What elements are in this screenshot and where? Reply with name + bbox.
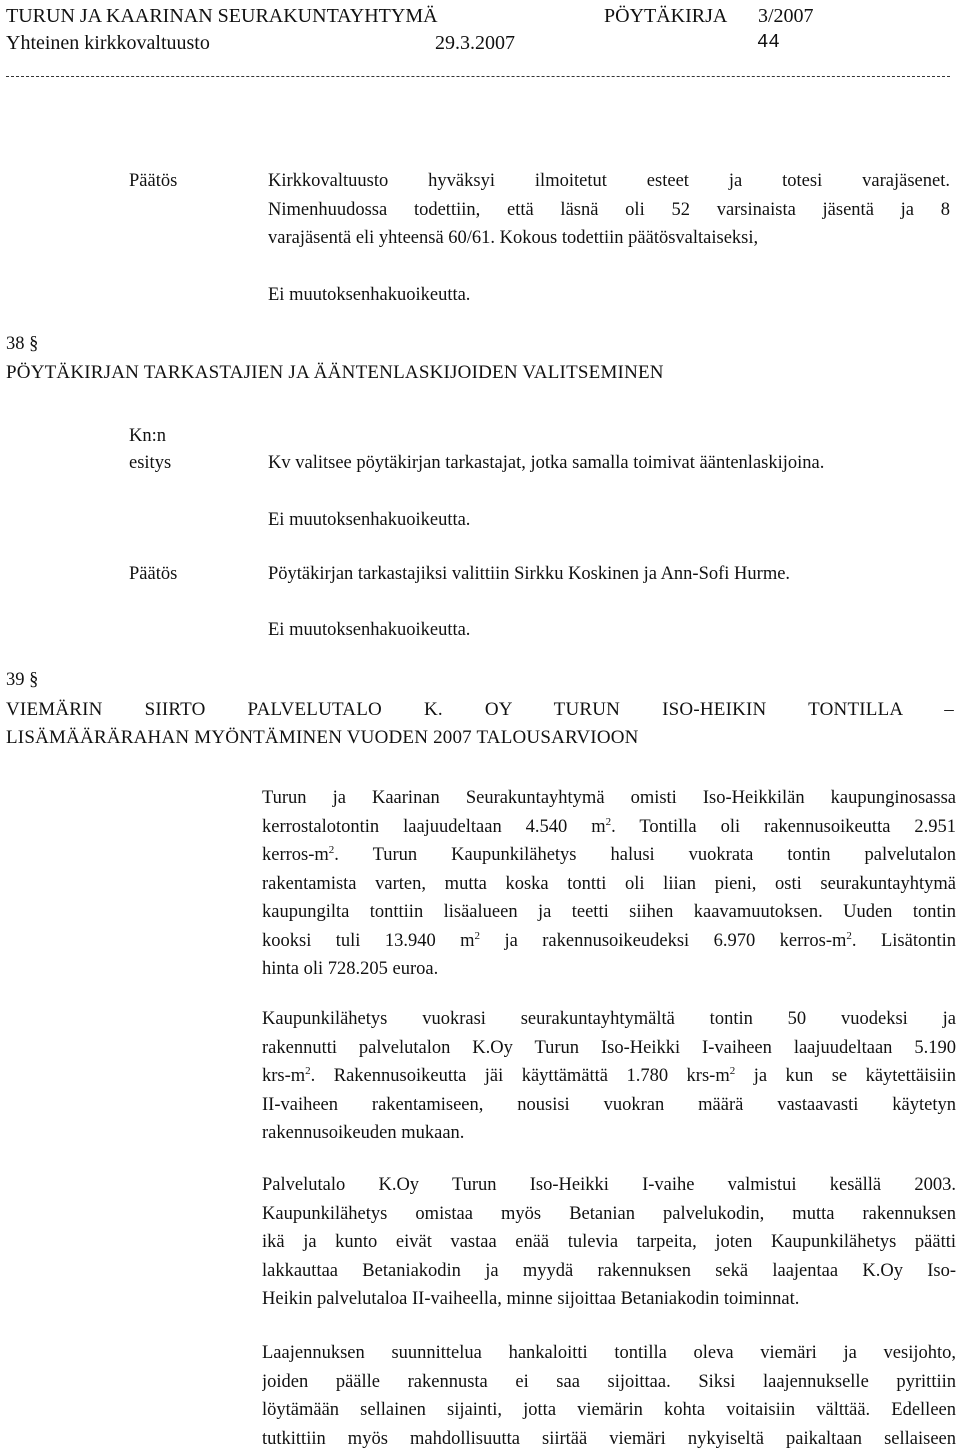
paragraph-line: kerros-$m^2$. Turun Kaupunkilähetys halusi vuokrata tontin palvelutalon (262, 844, 956, 865)
paragraph-line: rakennusoikeuden mukaan. (262, 1123, 465, 1143)
decision-line: varajäsentä eli yhteensä 60/61. Kokous todettiin päätösvaltaiseksi, (268, 228, 759, 248)
proposal-appeal: Ei muutoksenhakuoikeutta. (268, 510, 471, 530)
section-38-number: 38 § (6, 334, 39, 354)
paragraph-line: krs-$m^2$. Rakennusoikeutta jäi käyttämättä 1.780 krs-$m^2$ ja kun se käytettäisiin (262, 1065, 956, 1086)
paragraph-line: rakentamista varten, mutta koska tontti oli liian pieni, osti seurakuntayhtymä (262, 873, 956, 894)
proposal-text: Kv valitsee pöytäkirjan tarkastajat, jotka samalla toimivat ääntenlaskijoina. (268, 453, 825, 473)
paragraph-2 (262, 1005, 956, 1148)
header-body: Yhteinen kirkkovaltuusto (6, 32, 210, 54)
decision-label: Päätös (129, 171, 178, 191)
paragraph-line: kaupungilta tonttiin lisäalueen ja teetti siihen kaavamuutoksen. Uuden tontin (262, 902, 956, 922)
paragraph-4 (262, 1339, 956, 1453)
paragraph-line: Kaupunkilähetys omistaa myös Betanian palvelukodin, mutta rakennuksen (262, 1203, 956, 1224)
paragraph-line: lakkauttaa Betaniakodin ja myydä rakennuksen sekä laajentaa K.Oy Iso- (262, 1260, 956, 1281)
proposal-label-line1: Kn:n (129, 426, 166, 446)
header-date: 29.3.2007 (435, 32, 515, 54)
section-39-number: 39 § (6, 670, 39, 690)
paragraph-line: hinta oli 728.205 euroa. (262, 959, 439, 979)
paragraph-line: Heikin palvelutaloa II-vaiheella, minne sijoittaa Betaniakodin toiminnat. (262, 1289, 800, 1309)
paragraph-line: joiden päälle rakennusta ei saa sijoittaa. Siksi laajennukselle pyrittiin (262, 1371, 956, 1392)
header-doc-number: 3/2007 (758, 5, 814, 27)
paragraph-line: Kaupunkilähetys vuokrasi seurakuntayhtymältä tontin 50 vuodeksi ja (262, 1009, 956, 1029)
decision-appeal: Ei muutoksenhakuoikeutta. (268, 285, 471, 305)
paragraph-1 (262, 784, 956, 984)
paragraph-line: tutkittiin myös mahdollisuutta siirtää viemäri nykyiseltä paikaltaan sellaiseen (262, 1428, 956, 1449)
header-page-number: 44 (757, 31, 780, 53)
section-39-title-line1: VIEMÄRIN SIIRTO PALVELUTALO K. OY TURUN ISO-HEIKIN TONTILLA – (6, 699, 954, 720)
section-39-title-line2: LISÄMÄÄRÄRAHAN MYÖNTÄMINEN VUODEN 2007 TALOUSARVIOON (6, 727, 639, 748)
paragraph-line: II-vaiheen rakentamiseen, nousisi vuokran määrä vastaavasti käytetyn (262, 1094, 956, 1115)
paragraph-line: Palvelutalo K.Oy Turun Iso-Heikki I-vaihe valmistui kesällä 2003. (262, 1175, 956, 1195)
decision-line: Nimenhuudossa todettiin, että läsnä oli 52 varsinaista jäsentä ja 8 (268, 199, 950, 220)
paragraph-line: Laajennuksen suunnittelua hankaloitti tontilla oleva viemäri ja vesijohto, (262, 1343, 956, 1363)
decision-text (268, 167, 950, 253)
decision-line: Kirkkovaltuusto hyväksyi ilmoitetut esteet ja totesi varajäsenet. (268, 171, 950, 191)
paragraph-line: löytämään sellainen sijainti, jotta viemärin kohta voitaisiin välttää. Edelleen (262, 1400, 956, 1420)
paragraph-line: kerrostalotontin laajuudeltaan 4.540 $m^2$. Tontilla oli rakennusoikeutta 2.951 (262, 815, 956, 837)
paragraph-line: rakennutti palvelutalon K.Oy Turun Iso-Heikki I-vaiheen laajuudeltaan 5.190 (262, 1037, 956, 1058)
paragraph-3 (262, 1171, 956, 1314)
paragraph-line: ikä ja kunto eivät vastaa enää tulevia tarpeita, joten Kaupunkilähetys päätti (262, 1232, 956, 1252)
header-org: TURUN JA KAARINAN SEURAKUNTAYHTYMÄ (6, 5, 438, 27)
section-38-title: PÖYTÄKIRJAN TARKASTAJIEN JA ÄÄNTENLASKIJOIDEN VALITSEMINEN (6, 362, 664, 383)
section-38-decision-label: Päätös (129, 564, 178, 584)
proposal-label-line2: esitys (129, 453, 172, 473)
header-rule (6, 76, 950, 77)
section-38-decision-appeal: Ei muutoksenhakuoikeutta. (268, 620, 471, 640)
section-38-decision-text: Pöytäkirjan tarkastajiksi valittiin Sirkku Koskinen ja Ann-Sofi Hurme. (268, 564, 791, 584)
header-doc-type: PÖYTÄKIRJA (604, 5, 728, 27)
paragraph-line: Turun ja Kaarinan Seurakuntayhtymä omisti Iso-Heikkilän kaupunginosassa (262, 788, 956, 808)
paragraph-line: kooksi tuli 13.940 $m^2$ ja rakennusoikeudeksi 6.970 kerros-$m^2$. Lisätontin (262, 929, 956, 951)
